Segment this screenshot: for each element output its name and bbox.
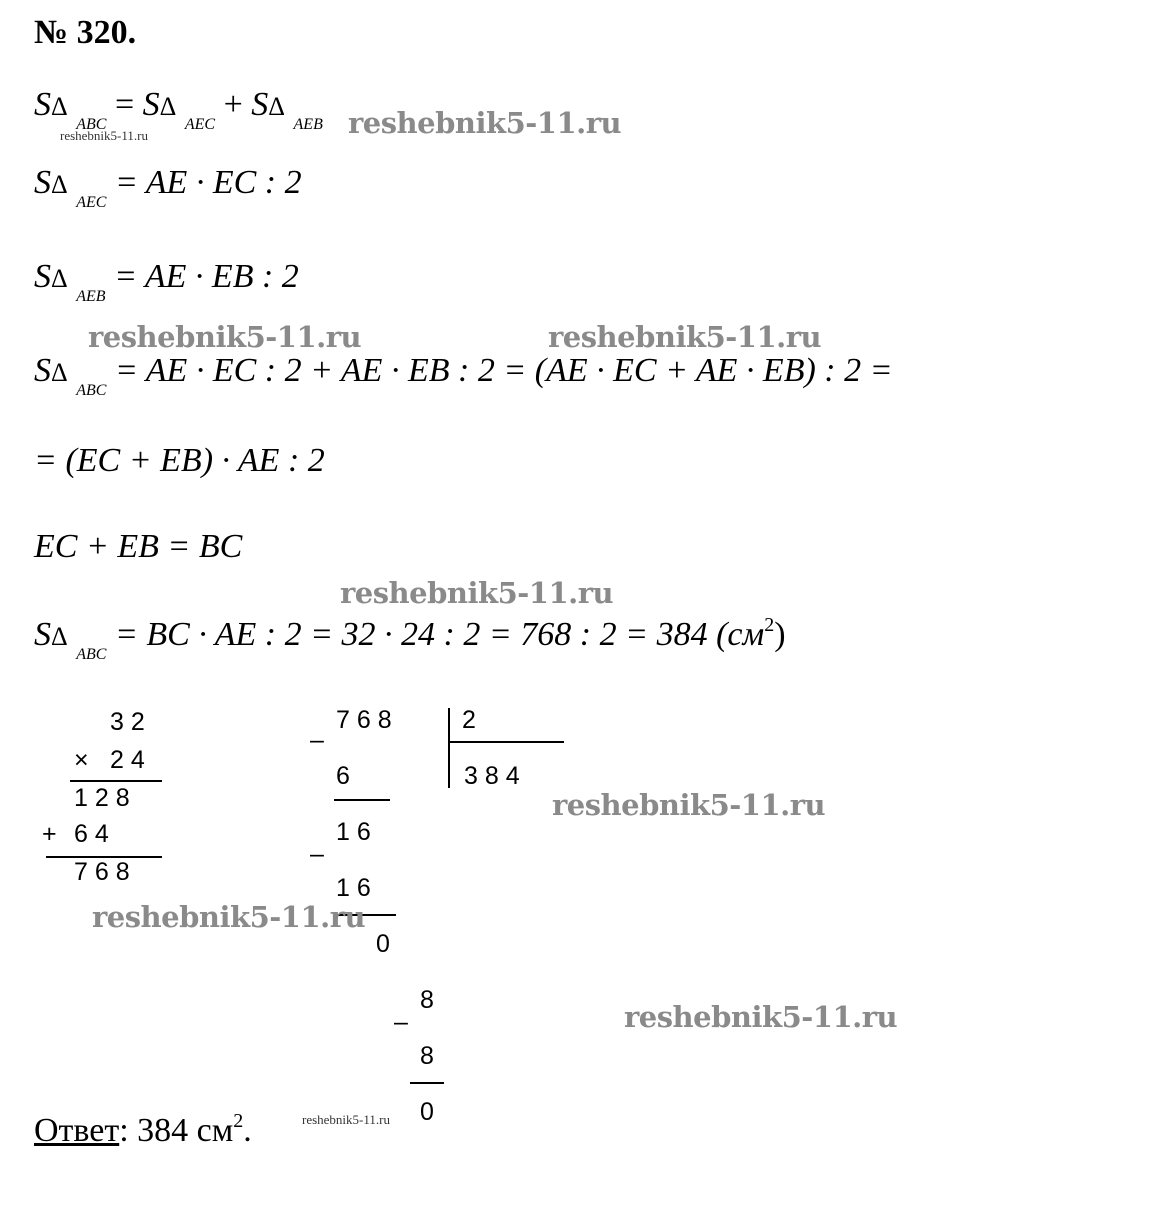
formula-line-4: SΔ $_{ABC}$ = AE · EC : 2 + AE · EB : 2 = (AE · EC + AE · EB) : 2 = bbox=[34, 352, 893, 399]
div-divisor: 2 bbox=[462, 706, 476, 734]
div-vertical-bar bbox=[448, 708, 450, 788]
div-step2-sub: 1 6 bbox=[336, 874, 371, 902]
div-minus-2: – bbox=[310, 840, 324, 868]
answer: Ответ: 384 $см^2$. bbox=[34, 1110, 252, 1149]
div-dividend: 7 6 8 bbox=[336, 706, 392, 734]
watermark: reshebnik5-11.ru bbox=[92, 900, 366, 934]
formula-line-5: = (EC + EB) · AE : 2 bbox=[34, 442, 325, 479]
formula-line-2: SΔ $_{AEC}$ = AE · EC : 2 bbox=[34, 164, 302, 211]
watermark: reshebnik5-11.ru bbox=[340, 576, 614, 610]
watermark: reshebnik5-11.ru bbox=[88, 320, 362, 354]
div-line-1 bbox=[334, 799, 390, 801]
problem-number: № 320. bbox=[34, 14, 137, 51]
watermark: reshebnik5-11.ru bbox=[624, 1000, 898, 1034]
div-line-3 bbox=[410, 1082, 444, 1084]
div-step3-sub: 8 bbox=[420, 1042, 434, 1070]
mult-partial-2: 6 4 bbox=[74, 820, 109, 848]
answer-label: Ответ bbox=[34, 1112, 120, 1149]
mult-line-1 bbox=[70, 780, 162, 782]
div-step2-res: 0 bbox=[376, 930, 390, 958]
div-minus-3: – bbox=[394, 1008, 408, 1036]
div-step2-rem: 1 6 bbox=[336, 818, 371, 846]
watermark-small: reshebnik5-11.ru bbox=[60, 128, 148, 143]
div-quotient-line bbox=[450, 741, 564, 743]
div-step3-rem: 8 bbox=[420, 986, 434, 1014]
div-minus-1: – bbox=[310, 726, 324, 754]
div-step3-res: 0 bbox=[420, 1098, 434, 1126]
watermark: reshebnik5-11.ru bbox=[548, 320, 822, 354]
formula-line-1: SΔ $_{ABC}$ = SΔ $_{AEC}$ + SΔ $_{AEB}$ bbox=[34, 86, 323, 133]
mult-partial-1: 1 2 8 bbox=[74, 784, 130, 812]
mult-top: 3 2 bbox=[110, 708, 145, 736]
watermark: reshebnik5-11.ru bbox=[348, 106, 622, 140]
formula-line-6: EC + EB = BC bbox=[34, 528, 243, 565]
mult-plus: + bbox=[42, 820, 57, 848]
formula-line-3: SΔ $_{AEB}$ = AE · EB : 2 bbox=[34, 258, 299, 305]
mult-result: 7 6 8 bbox=[74, 858, 130, 886]
mult-sign: × bbox=[74, 746, 89, 774]
div-step1-sub: 6 bbox=[336, 762, 350, 790]
mult-second: 2 4 bbox=[110, 746, 145, 774]
watermark-small: reshebnik5-11.ru bbox=[302, 1112, 390, 1127]
formula-line-7: SΔ $_{ABC}$ = BC · AE : 2 = 32 · 24 : 2 = 768 : 2 = 384 $(см^2)$ bbox=[34, 614, 786, 663]
watermark: reshebnik5-11.ru bbox=[552, 788, 826, 822]
div-quotient: 3 8 4 bbox=[464, 762, 520, 790]
